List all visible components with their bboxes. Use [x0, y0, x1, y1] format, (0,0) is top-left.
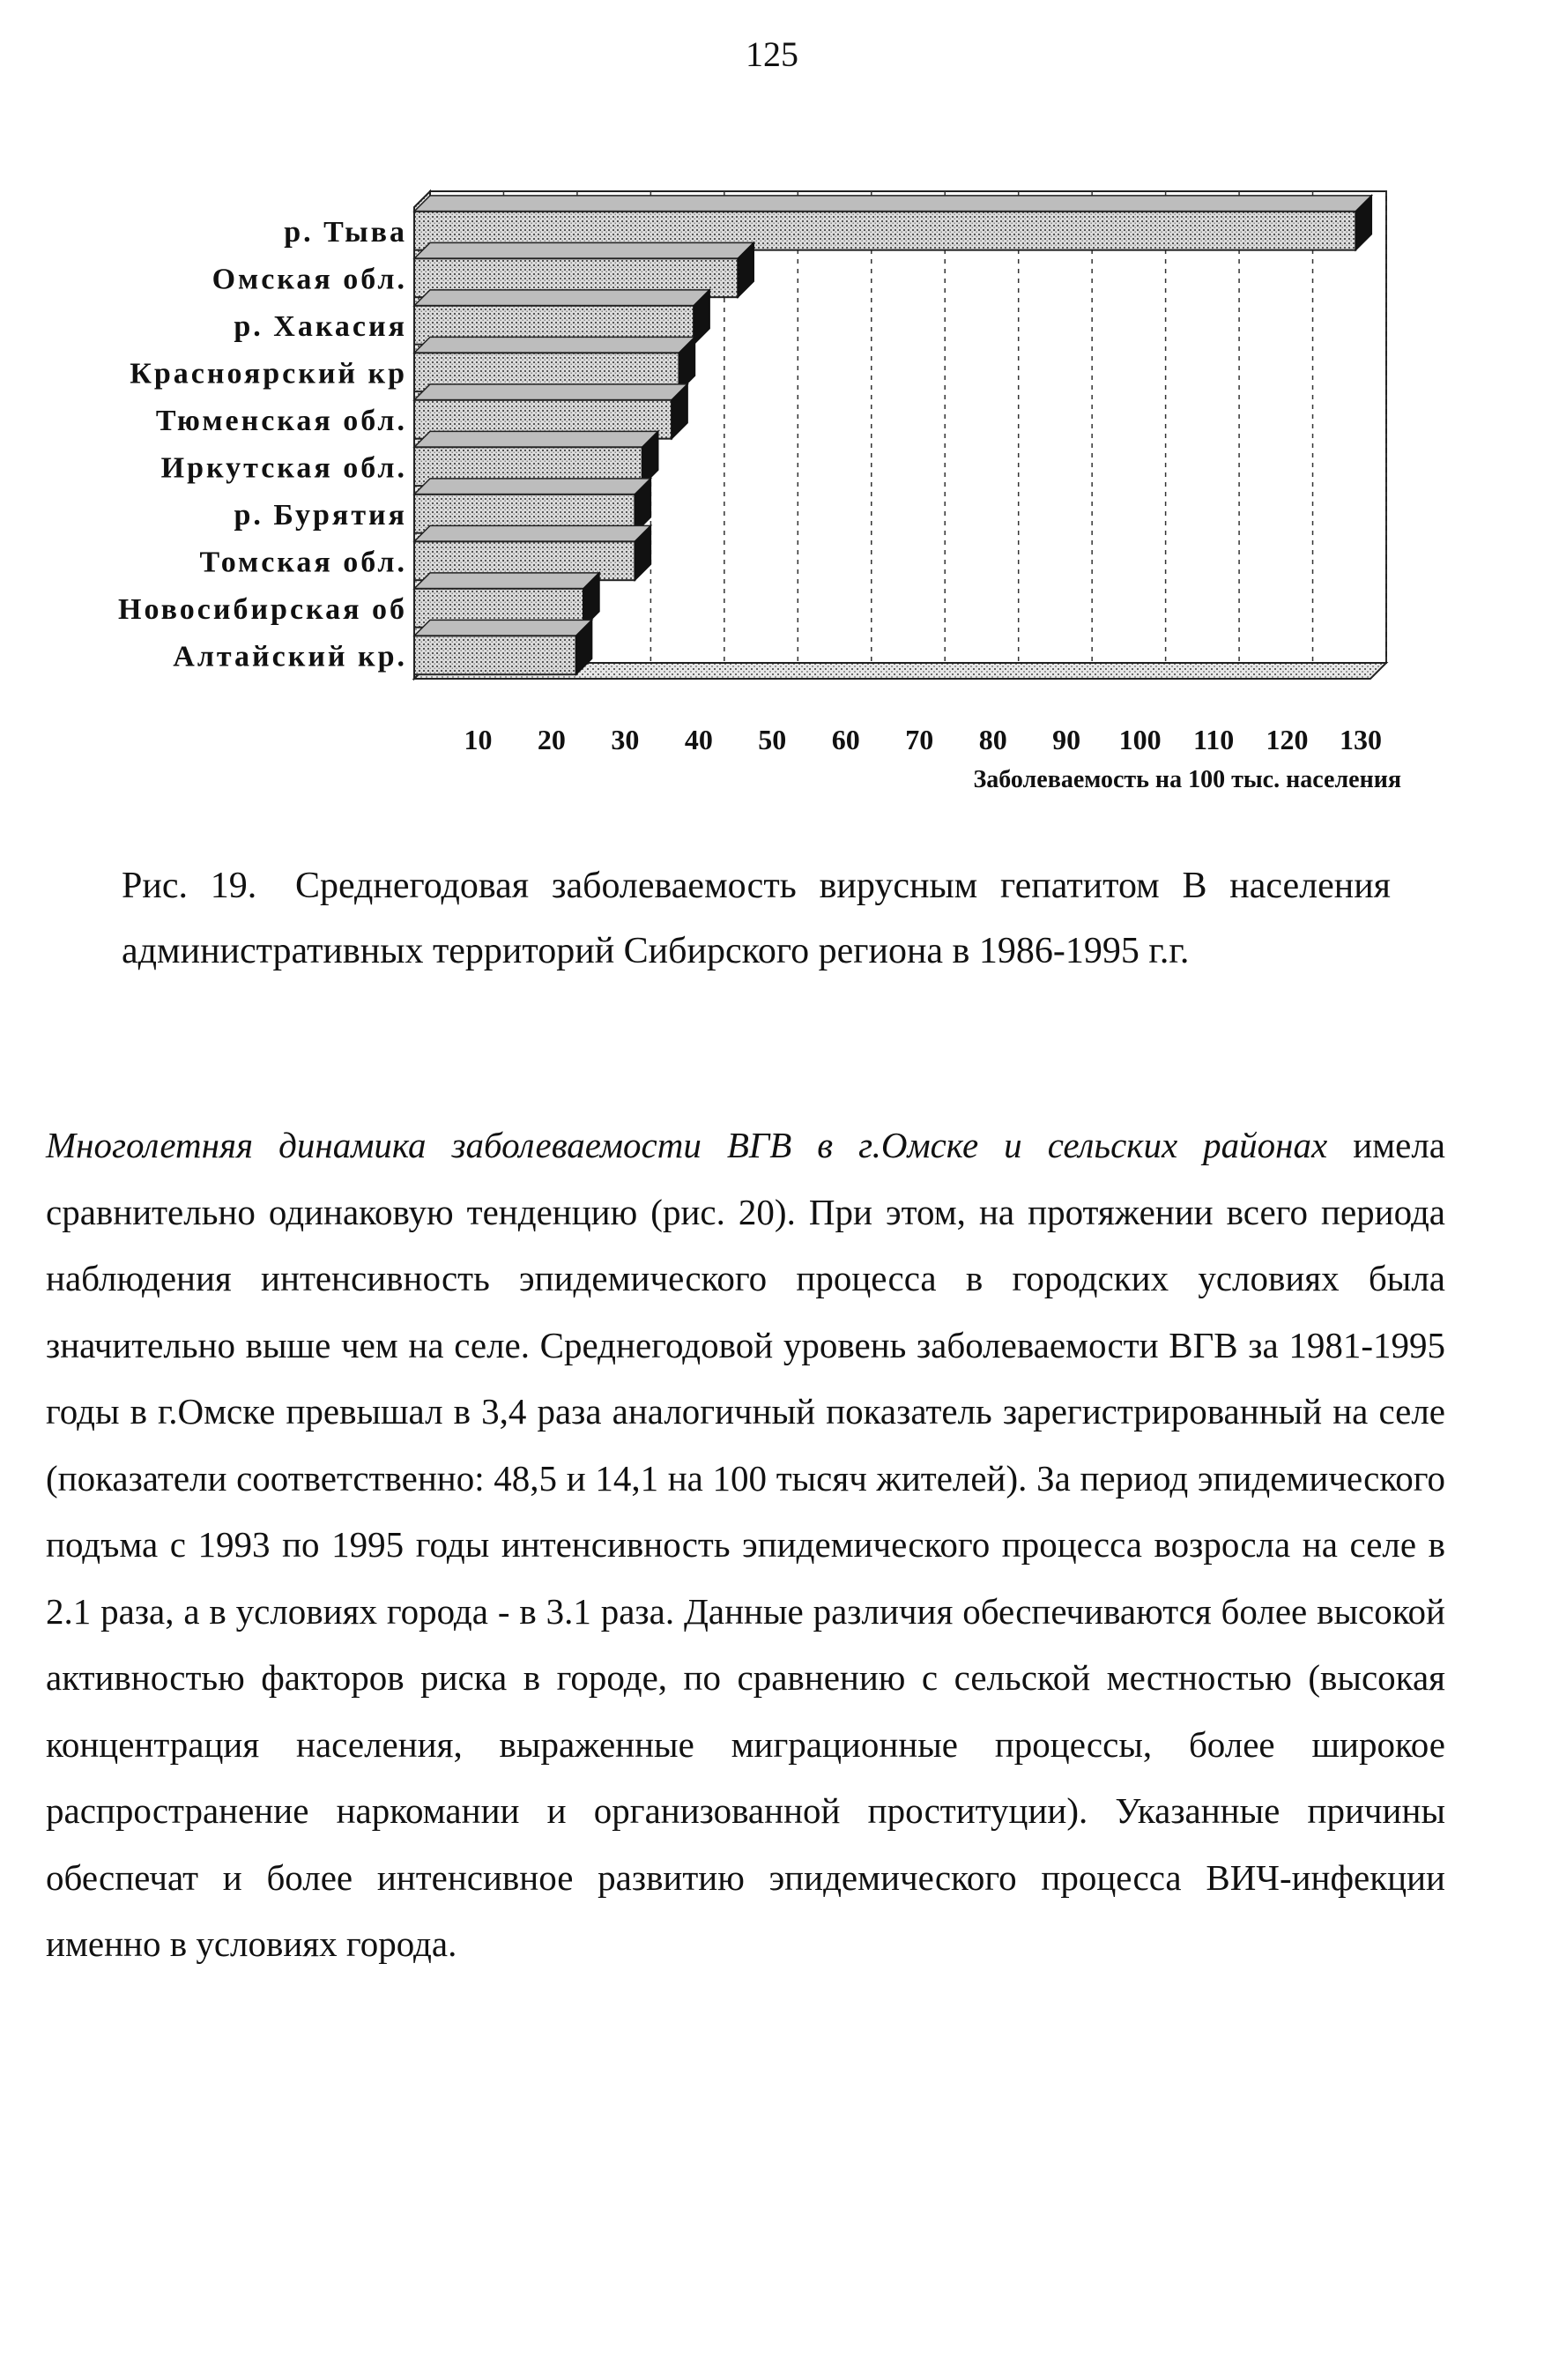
bar	[414, 620, 592, 674]
x-tick-label: 100	[1118, 724, 1162, 755]
x-axis-title: Заболеваемость на 100 тыс. населения	[973, 766, 1401, 793]
figure-caption	[122, 853, 1391, 984]
x-tick-label: 30	[611, 724, 640, 755]
category-label: Томская обл.	[199, 546, 407, 579]
x-tick-label: 80	[978, 724, 1007, 755]
category-label: Тюменская обл.	[155, 404, 407, 437]
bar-top-face	[414, 620, 592, 636]
bar-top-face	[414, 290, 709, 306]
bar	[414, 242, 753, 297]
bar-top-face	[414, 337, 694, 353]
x-tick-label: 60	[831, 724, 860, 755]
x-tick-label: 120	[1266, 724, 1309, 755]
bar-front-face	[414, 636, 576, 674]
x-tick-label: 130	[1340, 724, 1382, 755]
bar-chart	[0, 176, 1544, 811]
bar	[414, 479, 650, 533]
bar-top-face	[414, 384, 687, 400]
body-paragraph	[46, 1112, 1445, 1978]
paragraph-lead: Многолетняя динамика заболеваемости ВГВ в г.Омске и сельских районах	[46, 1125, 1328, 1165]
category-label: Иркутская обл.	[160, 451, 407, 485]
x-tick-label: 90	[1052, 724, 1081, 755]
figure-caption-text: Среднегодовая заболеваемость вирусным гепатитом В населения административных территорий Сибирского региона в 1986-1995 г.г.	[122, 866, 1391, 971]
bar-top-face	[414, 525, 650, 541]
figure-label: Рис. 19.	[122, 866, 257, 906]
x-tick-label: 70	[905, 724, 934, 755]
bar-top-face	[414, 431, 658, 447]
x-tick-label: 50	[758, 724, 787, 755]
x-tick-label: 110	[1192, 724, 1235, 755]
bar	[414, 290, 709, 345]
bar	[414, 525, 650, 580]
bar	[414, 337, 694, 391]
bar-top-face	[414, 573, 599, 589]
bar	[414, 384, 687, 439]
category-label: р. Бурятия	[234, 498, 407, 532]
x-tick-label: 40	[684, 724, 713, 755]
category-label: р. Тыва	[284, 215, 407, 249]
bar-top-face	[414, 196, 1371, 212]
bar	[414, 196, 1371, 250]
bar	[414, 431, 658, 486]
bar-top-face	[414, 242, 753, 258]
paragraph-text: имела сравнительно одинаковую тенденцию (рис. 20). При этом, на протяжении всего периода наблюдения интенсивность эпидемического процесса в городских условиях была значительно выше чем на селе. Среднегодовой уровень заболеваемости ВГВ за 1981-1995 годы в г.Омске превышал в 3,4 раза аналогичный показатель зарегистрированный на селе (показатели соответственно: 48,5 и 14,1 на 100 тысяч жителей). За период эпидемического подъма с 1993 по 1995 годы интенсивность эпидемического процесса возросла на селе в 2.1 раза, а в условиях города - в 3.1 раза. Данные различия обеспечиваются более высокой активностью факторов риска в городе, по сравнению с сельской местностью (высокая концентрация населения, выраженные миграционные процессы, более широкое распространение наркомании и организованной проституции). Указанные причины обеспечат и более интенсивное развитию эпидемического процесса ВИЧ-инфекции именно в условиях города.	[46, 1125, 1445, 1964]
category-label: Алтайский кр.	[173, 640, 407, 673]
bar-top-face	[414, 479, 650, 495]
page-number: 125	[746, 34, 798, 74]
bar	[414, 573, 599, 628]
x-tick-label: 20	[537, 724, 566, 755]
category-label: р. Хакасия	[234, 309, 407, 343]
category-label: Новосибирская об	[118, 592, 407, 626]
x-tick-label: 10	[464, 724, 493, 755]
category-label: Красноярский кр	[130, 357, 407, 390]
category-label: Омская обл.	[212, 263, 407, 296]
